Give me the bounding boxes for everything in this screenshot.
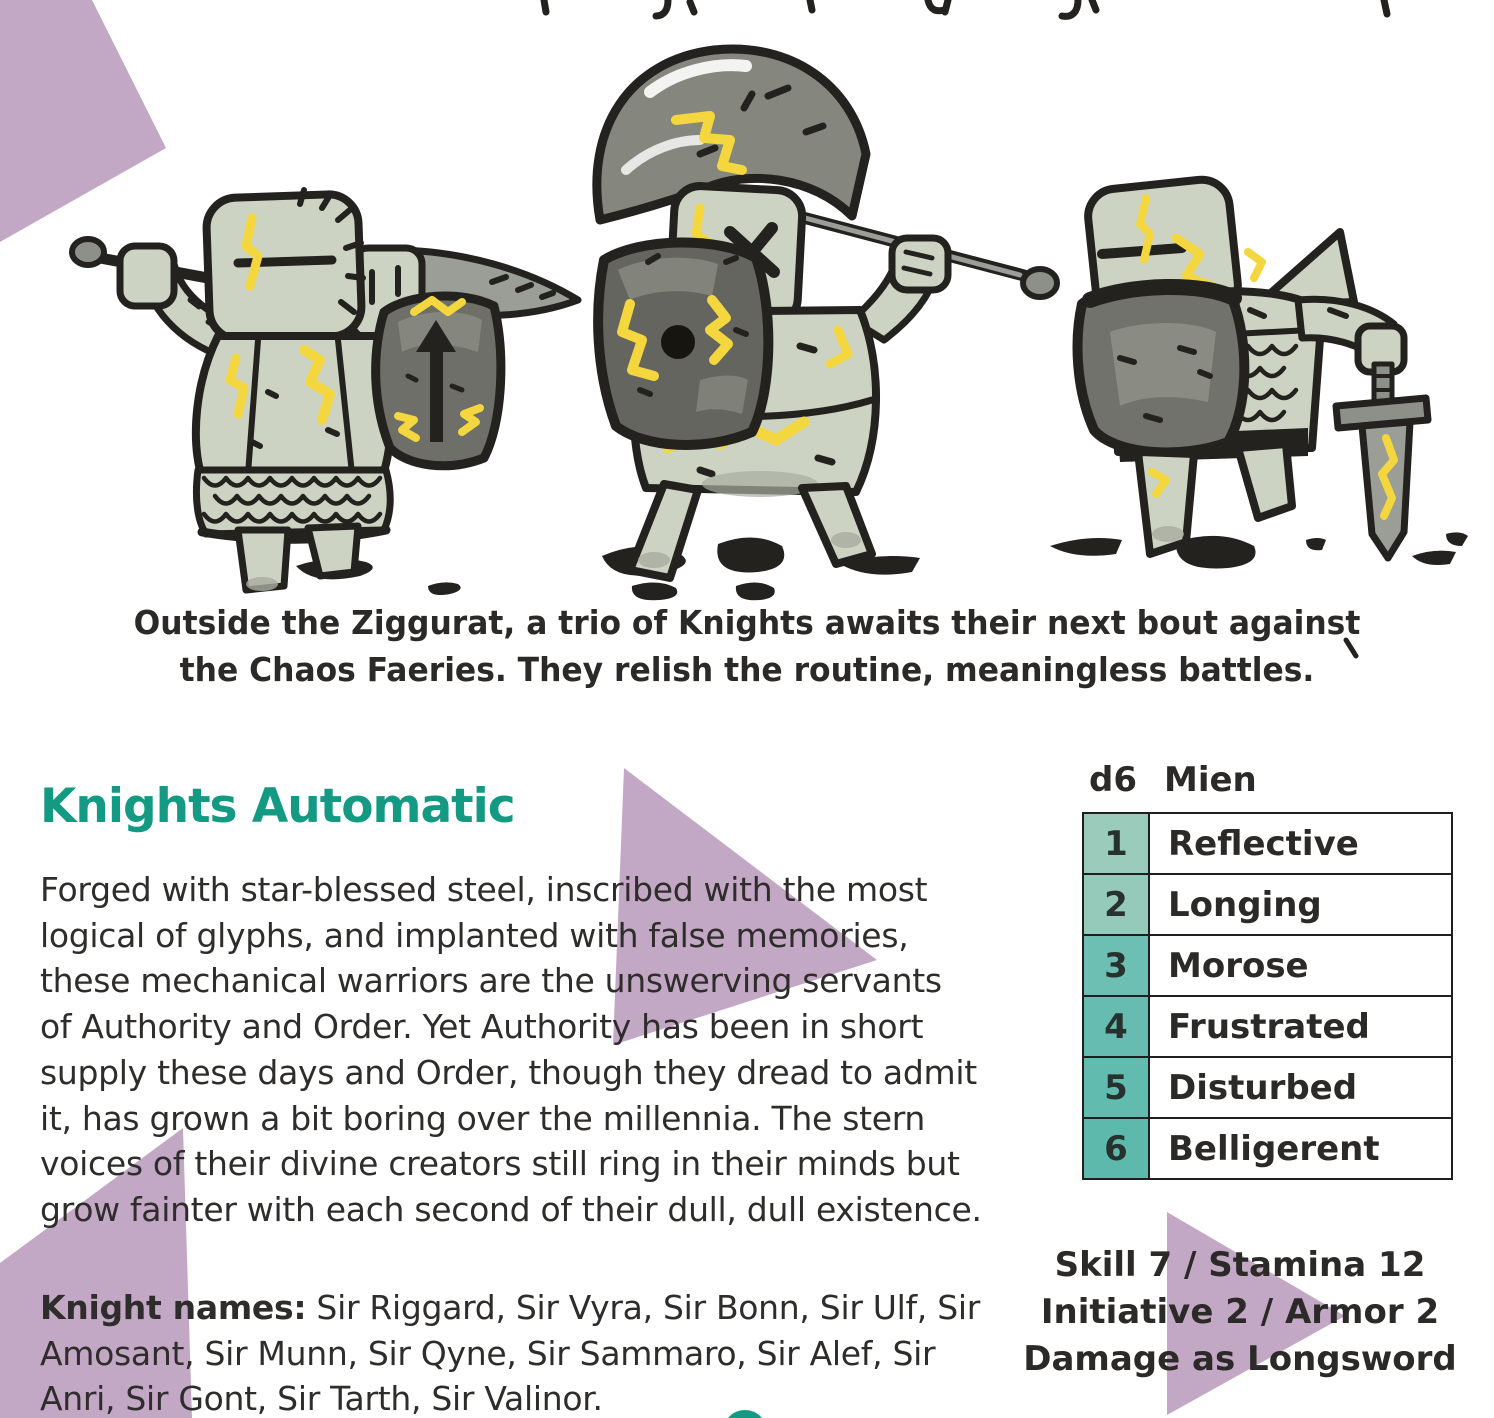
roll-cell: 2 (1083, 874, 1149, 935)
mien-cell: Reflective (1149, 813, 1452, 874)
mien-column-header: Mien (1164, 760, 1257, 800)
mien-cell: Longing (1149, 874, 1452, 935)
knight-names-paragraph (40, 1285, 982, 1418)
roll-cell: 5 (1083, 1057, 1149, 1118)
stat-line-damage: Damage as Longsword (1023, 1338, 1457, 1379)
stat-line-initiative-armor: Initiative 2 / Armor 2 (1040, 1291, 1440, 1332)
stat-line-skill-stamina: Skill 7 / Stamina 12 (1054, 1245, 1426, 1285)
ground-ink-blots (296, 532, 1468, 600)
mien-table-header (1082, 760, 1453, 800)
roll-cell: 6 (1083, 1118, 1149, 1179)
cutoff-text-marks (544, 0, 1387, 16)
knight-names-label: Knight names: (40, 1288, 307, 1327)
mien-cell: Morose (1149, 935, 1452, 996)
knight-1 (72, 190, 578, 591)
mien-table-row (1083, 996, 1452, 1057)
die-column-header: d6 (1089, 760, 1137, 800)
stat-block (1000, 1242, 1480, 1383)
section-body-paragraph: Forged with star-blessed steel, inscribed with the most logical of glyphs, and implanted with false memories, these mechanical warriors are the unswerving servants of Authority and Order. Yet Authority has been in short supply these days and Order, though they dread to admit it, has grown a bit boring over the millennia. The stern voices of their divine creators still ring in their minds but grow fainter with each second of their dull, dull existence. (40, 870, 982, 1229)
caption-line-1: Outside the Ziggurat, a trio of Knights awaits their next bout against (133, 603, 1361, 642)
roll-cell: 1 (1083, 813, 1149, 874)
knight-names-list: Sir Riggard, Sir Vyra, Sir Bonn, Sir Ulf, Sir Amosant, Sir Munn, Sir Qyne, Sir Sammaro, Sir Alef, Sir Anri, Sir Gont, Sir Tarth, Sir Valinor. (40, 1288, 980, 1418)
mien-table-row (1083, 874, 1452, 935)
illustration-caption (37, 600, 1456, 694)
mien-cell: Frustrated (1149, 996, 1452, 1057)
mien-cell: Disturbed (1149, 1057, 1452, 1118)
mien-table-section (1082, 760, 1453, 1180)
mien-table-row (1083, 1118, 1452, 1179)
mien-table-row (1083, 1057, 1452, 1118)
mien-cell: Belligerent (1149, 1118, 1452, 1179)
mien-table-row (1083, 935, 1452, 996)
knights-illustration (0, 0, 1494, 700)
roll-cell: 3 (1083, 935, 1149, 996)
mien-table-row (1083, 813, 1452, 874)
section-heading: Knights Automatic (40, 779, 515, 835)
roll-cell: 4 (1083, 996, 1149, 1057)
caption-line-2: the Chaos Faeries. They relish the routine, meaningless battles. (179, 649, 1315, 689)
mien-table (1082, 812, 1453, 1180)
knight-3 (1078, 177, 1428, 558)
knight-2 (597, 49, 1057, 578)
